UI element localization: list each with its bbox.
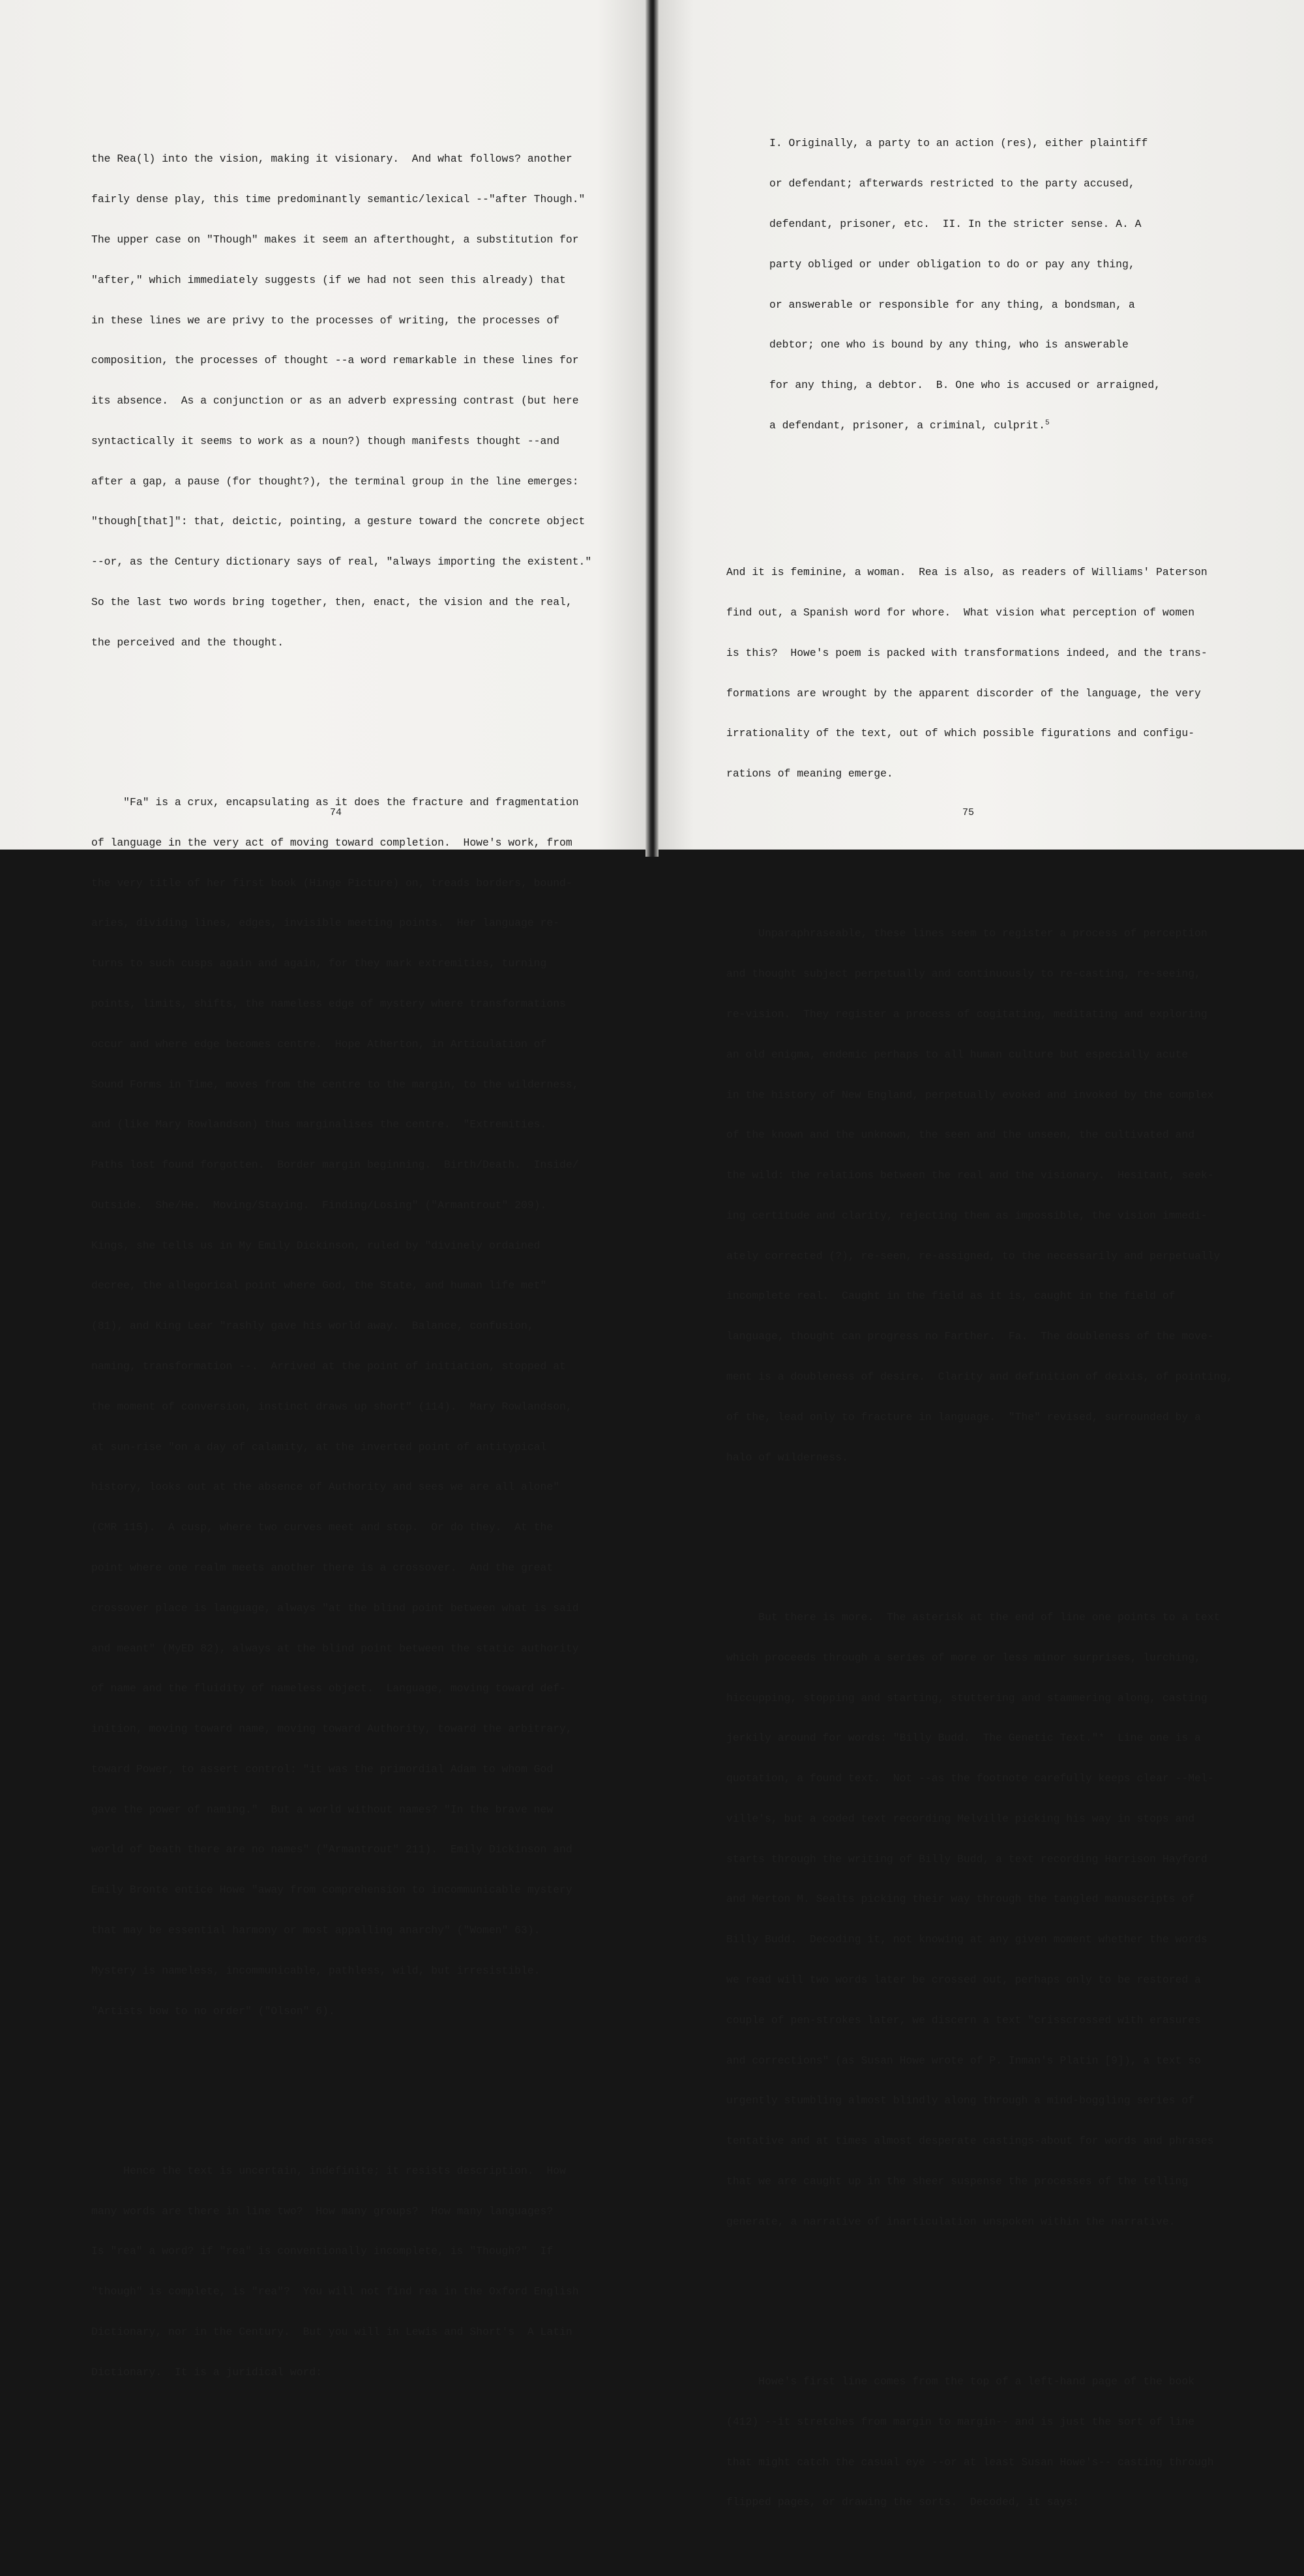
text-line: gave the power of naming." But a world without names? "In the brave new <box>91 1803 554 1816</box>
text-line: flipped pages, or drawing the sorts. Decoded, it says: <box>726 2496 1079 2509</box>
text-line: halo of wilderness. <box>726 1451 848 1464</box>
text-line: the perceived and the thought. <box>91 636 284 649</box>
block-quote-definition <box>726 110 1233 459</box>
text-line: naming, transformation --. Arrived at the point of initiation, stopped at <box>91 1360 566 1373</box>
text-line: is this? Howe's poem is packed with transformations indeed, and the trans- <box>726 646 1208 659</box>
text-line: turns to such cusps again and again, for they mark extremities, turning <box>91 957 547 970</box>
text-line: urgently stumbling almost blindly along through a mind-boggling series of <box>726 2094 1195 2107</box>
text-line: inition, moving toward name, moving toward Authority, toward the arbitrary, <box>91 1723 572 1736</box>
text-line: a defendant, prisoner, a criminal, culprit. <box>769 419 1045 432</box>
text-line: Paths lost found forgotten. Border margin beginning. Birth/Death. Inside/ <box>91 1159 579 1172</box>
text-line: I. Originally, a party to an action (res), either plaintiff <box>769 137 1148 150</box>
text-line: and meant" (MyED 82), always at the blind point between the static authority <box>91 1642 579 1655</box>
paragraph <box>91 113 591 140</box>
text-line: ately corrected (?), re-seen, re-assigned, to the necessarily and perpetually <box>726 1249 1221 1262</box>
page-number: 74 <box>330 807 342 818</box>
text-line: "Artists bow to no order" ("Olson" 6). <box>91 2004 335 2017</box>
text-line: point where one realm meets another there is a crossover. And the great <box>91 1561 554 1574</box>
text-line: (CMR 115). A cusp, where two curves meet and stop. Or do they. At the <box>91 1521 554 1534</box>
text-line: "after," which immediately suggests (if we had not seen this already) that <box>91 273 566 286</box>
text-line: starts through the writing of Billy Budd, a text recording Harrison Hayford <box>726 1852 1208 1865</box>
text-line: rations of meaning emerge. <box>726 767 893 780</box>
text-line: irrationality of the text, out of which possible figurations and configu- <box>726 727 1195 740</box>
text-line: in these lines we are privy to the processes of writing, the processes of <box>91 314 560 327</box>
text-line: ment is a doubleness of desire. Clarity and definition of deixis, of pointing, <box>726 1370 1234 1384</box>
text-line: points, limits, shifts, the nameless edge of mystery where transformations <box>91 998 566 1010</box>
text-line: after a gap, a pause (for thought?), the terminal group in the line emerges: <box>91 475 579 488</box>
text-line: toward Power, to assert control: "it was the primordial Adam to whom God <box>91 1762 554 1775</box>
text-line: Emily Bronte entice Howe "away from comprehension to incommunicable mystery <box>91 1884 572 1897</box>
paragraph <box>726 887 1233 914</box>
text-line: crossover place is language, always "at the blind point between what is said <box>91 1601 579 1614</box>
text-line: Kings, she tells us in My Emily Dickinson, ruled by "divinely ordained <box>91 1239 541 1252</box>
text-line: And it is feminine, a woman. Rea is also, as readers of Williams' Paterson <box>726 566 1208 579</box>
text-line: the very title of her first book (Hinge Picture) on, treads borders, bound- <box>91 876 572 889</box>
text-line: language, thought can progress no Farther. Fa. The doubleness of the move- <box>726 1330 1214 1343</box>
paragraph <box>726 526 1233 553</box>
text-line: at sun-rise "on a day of calamity, at the inverted point of antitypical <box>91 1440 547 1453</box>
paragraph <box>91 756 591 783</box>
text-line: Billy Budd. Decoding it, not knowing at any given moment whether the words <box>726 1933 1208 1946</box>
text-line: Unparaphraseable, these lines seem to register a process of perception <box>726 927 1208 940</box>
text-line: Outside. She/He. Moving/Staying. Finding/Losing" ("Armantrout" 209). <box>91 1198 547 1211</box>
text-line: history, looks out at the absence of Authority and sees we are all alone" <box>91 1481 560 1494</box>
text-line: Howe's first line comes from the top of a left-hand page of the book <box>726 2375 1195 2388</box>
text-line: the moment of conversion, instinct draws up short" (114). Mary Rowlandson, <box>91 1400 572 1413</box>
page-number: 75 <box>962 807 975 818</box>
text-line: and (like Mary Rowlandson) thus marginalises the centre. "Extremities. <box>91 1118 547 1131</box>
text-line: ville's, but a coded text recording Melville picking his way in stops and <box>726 1812 1195 1825</box>
paragraph <box>726 2335 1233 2362</box>
text-line: and corrections" (as Susan Howe wrote of P. Inman's Platin [9]), a text so <box>726 2054 1201 2067</box>
text-line: find out, a Spanish word for whore. What vision what perception of women <box>726 606 1195 619</box>
text-line: of the, lead only to fracture in language. "The" revised, surrounded by a <box>726 1410 1201 1423</box>
right-page-text <box>726 83 1233 2576</box>
text-line: re-vision. They register a process of cogitating, meditating and exploring <box>726 1008 1208 1020</box>
text-line: many words are there in line two? How many groups? How many languages? <box>91 2204 554 2217</box>
text-line: hiccupping, stopping and starting, stuttering and stammering along, casting <box>726 1691 1208 1704</box>
footnote-marker: 5 <box>1045 419 1050 427</box>
text-line: of the known and the unknown, the seen and the unseen, the cultivated and <box>726 1129 1195 1142</box>
text-line: "Fa" is a crux, encapsulating as it does the fracture and fragmentation <box>91 796 579 809</box>
text-line: tentative and at times almost desperate castings-about for words and phrases <box>726 2135 1214 2148</box>
text-line: So the last two words bring together, then, enact, the vision and the real, <box>91 595 572 608</box>
text-line: Dictionary, nor in the Century. But you will in Lewis and Short's A Latin <box>91 2326 572 2338</box>
text-line: we read will two words later be crossed out, perhaps only to be restored a <box>726 1973 1201 1986</box>
book-gutter <box>645 0 659 857</box>
text-line: formations are wrought by the apparent discorder of the language, the very <box>726 687 1201 700</box>
text-line: ing certitude and clarity, rejecting them as impossible, the vision immedi- <box>726 1209 1208 1222</box>
text-line: Is "rea" a word? if "rea" is conventionally incomplete, is "Though?" If <box>91 2245 554 2258</box>
text-line: in the history of New England, perpetually evoked and invoked by the complex <box>726 1088 1214 1101</box>
text-line: quotation, a found text. Not --as the footnote carefully keeps clear --Mel- <box>726 1772 1214 1785</box>
text-line: the wild: the relations between the real and the visionary. Hesitant, seek- <box>726 1169 1214 1182</box>
text-line: aries, dividing lines, edges, invisible meeting points. Her language re- <box>91 917 560 930</box>
text-line: of language in the very act of moving toward completion. Howe's work, from <box>91 836 572 849</box>
text-line: --or, as the Century dictionary says of real, "always importing the existent." <box>91 555 592 569</box>
text-line: incomplete real. Caught in the field as it is, caught in the field of <box>726 1290 1176 1303</box>
text-line: and Merton M. Sealts picking their way through the tangled manuscripts of <box>726 1893 1195 1906</box>
text-line: (412) --it stretches from margin to margin-- and is just the sort of line <box>726 2415 1195 2428</box>
text-line: for any thing, a debtor. B. One who is accused or arraigned, <box>769 379 1161 392</box>
text-line: of name and the fluidity of nameless object. Language, moving toward def- <box>91 1682 566 1695</box>
text-line: party obliged or under obligation to do or pay any thing, <box>769 258 1135 271</box>
text-line: (81), and King Lear "rashly gave his world away. Balance, confusion, <box>91 1320 534 1333</box>
text-line: world of Death there are no names" ("Armantrout" 211). Emily Dickinson and <box>91 1843 572 1856</box>
text-line: that may be essential harmony or most appalling anarchy" ("Women" 63). <box>91 1923 541 1936</box>
text-line: defendant, prisoner, etc. II. In the stricter sense. A. A <box>769 217 1142 230</box>
text-line: decree, the allegorical point where God, the State, and human life met" <box>91 1279 547 1292</box>
text-line: fairly dense play, this time predominantly semantic/lexical --"after Though." <box>91 193 585 206</box>
text-line: its absence. As a conjunction or as an adverb expressing contrast (but here <box>91 394 579 407</box>
text-line: that might catch the casual eye --or at least Susan Howe's-- casting through <box>726 2455 1214 2468</box>
right-page <box>655 0 1304 2509</box>
text-line: "though[that]": that, deictic, pointing, a gesture toward the concrete object <box>91 515 585 528</box>
text-line: Sound Forms in Time, moves from the centre to the margin, to the wilderness, <box>91 1078 579 1091</box>
text-line: or answerable or responsible for any thing, a bondsman, a <box>769 298 1135 311</box>
text-line: which proceeds through a series of more or less minor surprises, lurching, <box>726 1651 1201 1664</box>
text-line: and thought subject perpetually and continuously to re-casting, re-seeing, <box>726 968 1201 981</box>
text-line: composition, the processes of thought --a word remarkable in these lines for <box>91 354 579 367</box>
paragraph <box>726 1571 1233 1598</box>
text-line: that we are caught up in the sheer suspense the processes of the telling <box>726 2174 1189 2187</box>
text-line: or defendant; afterwards restricted to the party accused, <box>769 177 1135 190</box>
text-line: "though" is complete, is "rea"? You will not find rea in the Oxford English <box>91 2285 579 2298</box>
text-line: the Rea(l) into the vision, making it visionary. And what follows? another <box>91 153 572 166</box>
text-line: an old enigma, endemic perhaps to all human culture but especially acute <box>726 1048 1189 1061</box>
text-line: The upper case on "Though" makes it seem an afterthought, a substitution for <box>91 233 579 246</box>
text-line: occur and where edge becomes centre. Hope Atherton, in Articulation of <box>91 1037 547 1050</box>
text-line: generate, a narrative of inarticulation unspoken within the narrative. <box>726 2215 1176 2228</box>
text-line: Mystery is nameless, incommunicable, pathless, wild, but irresistible. <box>91 1964 541 1977</box>
text-line: syntactically it seems to work as a noun?) though manifests thought --and <box>91 434 560 447</box>
paragraph <box>91 2125 591 2152</box>
text-line: couple of pen-strokes later, we discern a text "crisscrossed with erasures <box>726 2013 1201 2026</box>
left-page <box>0 0 649 2378</box>
text-line: But there is more. The asterisk at the end of line one points to a text <box>726 1610 1221 1623</box>
left-page-text <box>91 86 591 2446</box>
text-line: jerkily around for words: "Billy Budd. The Genetic Text."* Line one is a <box>726 1732 1201 1745</box>
text-line: debtor; one who is bound by any thing, who is answerable <box>769 338 1129 351</box>
text-line: Hence the text is uncertain, indefinite; it resists description. How <box>91 2164 566 2177</box>
text-line: Dictionary. It is a juridical word: <box>91 2365 323 2378</box>
